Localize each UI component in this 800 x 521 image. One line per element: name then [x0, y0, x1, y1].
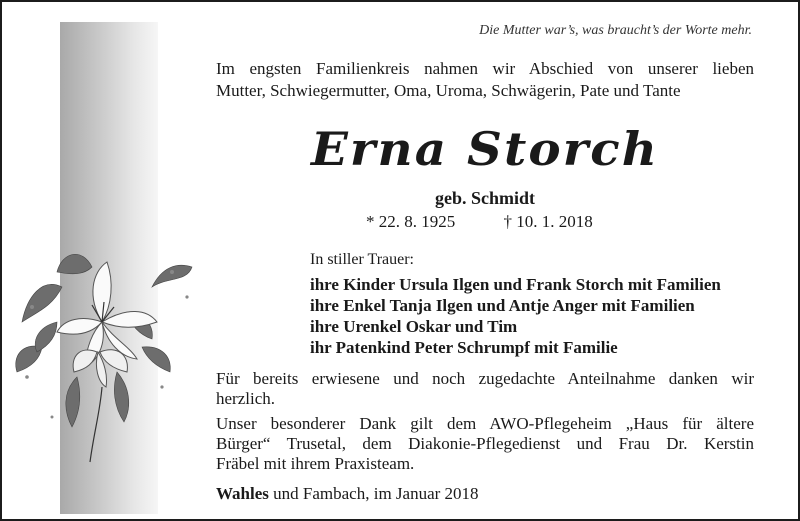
- mourner-entry: ihre Urenkel Oskar und Tim: [310, 317, 518, 336]
- death-date: † 10. 1. 2018: [503, 212, 593, 231]
- special-thanks-paragraph: [216, 414, 754, 474]
- intro-line: Im engsten Familienkreis nahmen wir Abschied von unserer lieben: [216, 59, 754, 78]
- thanks-line: Für bereits erwiesene und noch zugedachte Anteilnahme danken wir: [216, 369, 754, 388]
- thanks-paragraph: [216, 369, 754, 409]
- mourner-entry: ihr Patenkind Peter Schrumpf mit Familie: [310, 338, 618, 357]
- special-thanks-line: Unser besonderer Dank gilt dem AWO-Pflegeheim „Haus für ältere: [216, 414, 754, 433]
- mourner-entry: ihre Enkel Tanja Ilgen und Antje Anger mit Familien: [310, 296, 695, 315]
- place-and-date: [216, 484, 479, 504]
- place-town: Wahles: [216, 484, 269, 503]
- deceased-name: Erna Storch: [311, 122, 659, 176]
- mourner-entry: ihre Kinder Ursula Ilgen und Frank Storch mit Familien: [310, 275, 721, 294]
- place-rest: und Fambach, im Januar 2018: [268, 484, 479, 503]
- mourning-label: In stiller Trauer:: [310, 251, 414, 268]
- mourners-list: [310, 274, 721, 358]
- special-thanks-line: Fräbel mit ihrem Praxisteam.: [216, 454, 415, 473]
- birth-name: geb. Schmidt: [434, 188, 535, 208]
- birth-date: * 22. 8. 1925: [366, 212, 456, 231]
- intro-text: [216, 58, 754, 102]
- special-thanks-line: Bürger“ Trusetal, dem Diakonie-Pflegedienst und Frau Dr. Kerstin: [216, 434, 754, 453]
- lily-flower-illustration: [2, 227, 202, 467]
- motto-quote: Die Mutter war’s, was braucht’s der Worte mehr.: [479, 23, 752, 38]
- life-dates: [366, 212, 593, 232]
- thanks-line: herzlich.: [216, 389, 275, 408]
- intro-line: Mutter, Schwiegermutter, Oma, Uroma, Schwägerin, Pate und Tante: [216, 81, 681, 100]
